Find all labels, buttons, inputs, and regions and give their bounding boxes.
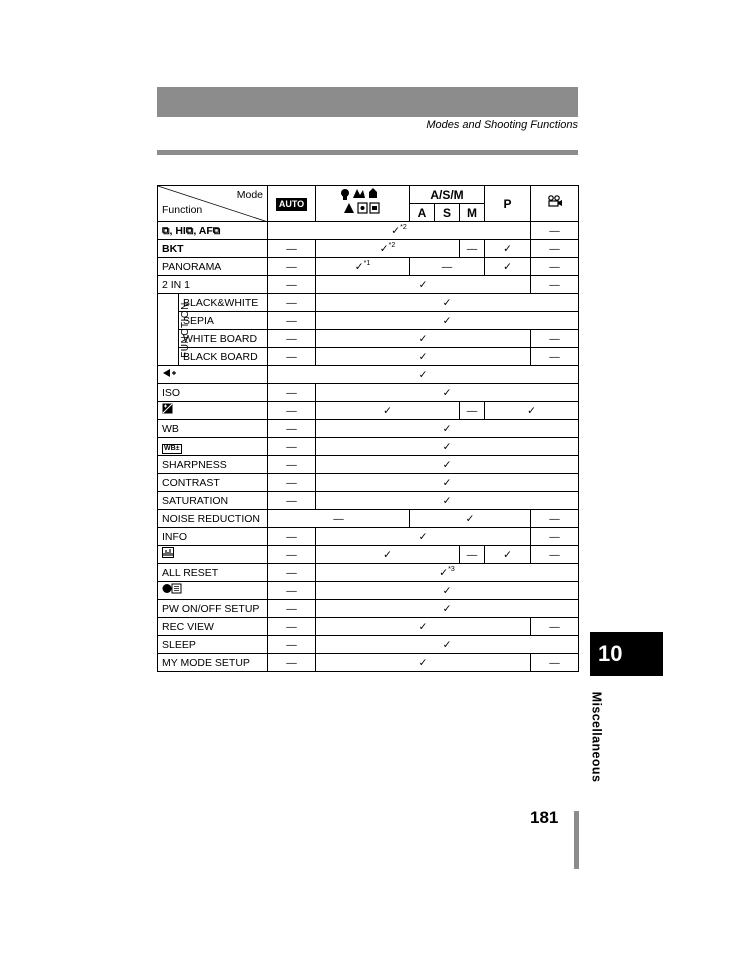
page-number: 181 [530, 808, 559, 827]
row-label: SHARPNESS [158, 456, 268, 474]
cell-check: ✓ [316, 528, 531, 546]
modes-functions-table [157, 185, 579, 672]
corner-header [158, 186, 268, 222]
chapter-label-wrap [589, 686, 609, 796]
cell-check: ✓ [485, 258, 531, 276]
cell-dash: — [410, 258, 485, 276]
cell-check: ✓ [316, 492, 579, 510]
table-row [158, 528, 579, 546]
row-label: BLACK&WHITE [179, 294, 268, 312]
cell-dash: — [531, 258, 579, 276]
cell-dash: — [268, 600, 316, 618]
col-a: A [410, 204, 435, 222]
table-row [158, 582, 579, 600]
language-icon [162, 583, 182, 594]
chapter-label: Miscellaneous [589, 691, 604, 783]
table-row [158, 600, 579, 618]
row-label: SEPIA [179, 312, 268, 330]
cell-dash: — [531, 276, 579, 294]
cell-dash: — [268, 312, 316, 330]
cell-check: ✓ [410, 510, 531, 528]
cell-dash: — [531, 618, 579, 636]
table-row [158, 618, 579, 636]
row-label: SLEEP [158, 636, 268, 654]
table-row [158, 330, 579, 348]
table-row [158, 258, 579, 276]
exposure-compensation-icon [162, 403, 173, 414]
hi-sequential-icon: ⧉ [185, 224, 194, 237]
row-label: WHITE BOARD [179, 330, 268, 348]
col-movie [531, 186, 579, 222]
cell-dash: — [268, 240, 316, 258]
table-row [158, 294, 579, 312]
corner-function: Function [162, 204, 203, 216]
table-row [158, 438, 579, 456]
col-s: S [435, 204, 460, 222]
table-row [158, 456, 579, 474]
cell-check: ✓$^{*1}$ [316, 258, 410, 276]
page-number-bar [574, 811, 579, 869]
af-sequential-icon: ⧉ [212, 224, 221, 237]
cell-dash: — [268, 330, 316, 348]
cell-dash: — [531, 222, 579, 240]
cell-check: ✓ [316, 294, 579, 312]
cell-check: ✓ [316, 402, 460, 420]
cell-dash: — [268, 654, 316, 672]
section-title: Modes and Shooting Functions [426, 119, 578, 131]
row-label: WB [158, 420, 268, 438]
header-bar [157, 87, 578, 117]
row-drive: ⧉, HI⧉, AF⧉ [158, 222, 268, 240]
row-label: ISO [158, 384, 268, 402]
col-scene [316, 186, 410, 222]
cell-dash: — [460, 240, 485, 258]
cell-dash: — [268, 294, 316, 312]
cell-check: ✓ [316, 474, 579, 492]
cell-check: ✓ [316, 384, 579, 402]
cell-dash: — [531, 240, 579, 258]
col-asm: A/S/M [410, 186, 485, 204]
cell-check: ✓ [268, 366, 579, 384]
corner-mode: Mode [236, 189, 263, 201]
sequential-shooting-icon: ⧉ [162, 224, 170, 237]
table-row [158, 402, 579, 420]
cell-dash: — [268, 402, 316, 420]
row-histogram [158, 546, 268, 564]
cell-dash: — [531, 330, 579, 348]
cell-check: ✓$^{*2}$ [316, 240, 460, 258]
cell-check: ✓ [316, 348, 531, 366]
chapter-tab: 10 [590, 632, 663, 676]
cell-dash: — [460, 546, 485, 564]
row-label: CONTRAST [158, 474, 268, 492]
row-label: INFO [158, 528, 268, 546]
cell-dash: — [268, 510, 410, 528]
cell-dash: — [268, 618, 316, 636]
cell-dash: — [531, 654, 579, 672]
cell-check: ✓ [316, 456, 579, 474]
cell-check: ✓ [485, 240, 531, 258]
wb-compensation-icon: WB± [164, 444, 180, 452]
cell-check: ✓ [316, 600, 579, 618]
table-row [158, 384, 579, 402]
table-row [158, 240, 579, 258]
scene-modes-icon [338, 187, 388, 215]
table-row [158, 510, 579, 528]
cell-dash: — [268, 564, 316, 582]
cell-check: ✓ [316, 438, 579, 456]
row-language [158, 582, 268, 600]
cell-check: ✓ [485, 402, 579, 420]
table-row [158, 312, 579, 330]
row-wb-comp [158, 438, 268, 456]
cell-check: ✓ [316, 420, 579, 438]
cell-dash: — [268, 528, 316, 546]
col-p: P [485, 186, 531, 222]
table-row [158, 636, 579, 654]
cell-dash: — [268, 456, 316, 474]
cell-dash: — [268, 492, 316, 510]
row-label: PANORAMA [158, 258, 268, 276]
row-label: REC VIEW [158, 618, 268, 636]
cell-dash: — [531, 348, 579, 366]
table-row [158, 546, 579, 564]
row-label: BLACK BOARD [179, 348, 268, 366]
table-row [158, 348, 579, 366]
row-label: SATURATION [158, 492, 268, 510]
row-label: 2 IN 1 [158, 276, 268, 294]
cell-check: ✓ [316, 546, 460, 564]
header-rule [157, 150, 578, 155]
cell-dash: — [531, 510, 579, 528]
table-row [158, 492, 579, 510]
cell-dash: — [531, 546, 579, 564]
cell-check: ✓ [485, 546, 531, 564]
cell-dash: — [268, 384, 316, 402]
cell-dash: — [268, 474, 316, 492]
cell-check: ✓ [316, 276, 531, 294]
row-exposure [158, 402, 268, 420]
cell-dash: — [268, 258, 316, 276]
cell-dash: — [268, 438, 316, 456]
table-row [158, 420, 579, 438]
table-row [158, 276, 579, 294]
cell-dash: — [531, 528, 579, 546]
table-row [158, 222, 579, 240]
cell-dash: — [268, 276, 316, 294]
table-row [158, 474, 579, 492]
cell-check: ✓$^{*2}$ [268, 222, 531, 240]
cell-check: ✓ [316, 312, 579, 330]
cell-check: ✓ [316, 582, 579, 600]
col-auto [268, 186, 316, 222]
cell-check: ✓$^{*3}$ [316, 564, 579, 582]
row-label: NOISE REDUCTION [158, 510, 268, 528]
cell-dash: — [268, 546, 316, 564]
table-row [158, 654, 579, 672]
cell-dash: — [268, 420, 316, 438]
histogram-icon [162, 547, 174, 558]
row-label: ALL RESET [158, 564, 268, 582]
movie-icon [547, 195, 563, 207]
table-row [158, 564, 579, 582]
row-label: MY MODE SETUP [158, 654, 268, 672]
auto-mode-icon: AUTO [276, 198, 307, 211]
row-label: BKT [158, 240, 268, 258]
cell-dash: — [268, 636, 316, 654]
cell-dash: — [460, 402, 485, 420]
cell-dash: — [268, 582, 316, 600]
row-label: PW ON/OFF SETUP [158, 600, 268, 618]
flash-intensity-icon [162, 368, 178, 378]
cell-check: ✓ [316, 636, 579, 654]
row-flash [158, 366, 268, 384]
cell-check: ✓ [316, 330, 531, 348]
cell-dash: — [268, 348, 316, 366]
table-row [158, 366, 579, 384]
cell-check: ✓ [316, 654, 531, 672]
cell-check: ✓ [316, 618, 531, 636]
function-group-label: FUNCTION [158, 294, 179, 366]
col-m: M [460, 204, 485, 222]
